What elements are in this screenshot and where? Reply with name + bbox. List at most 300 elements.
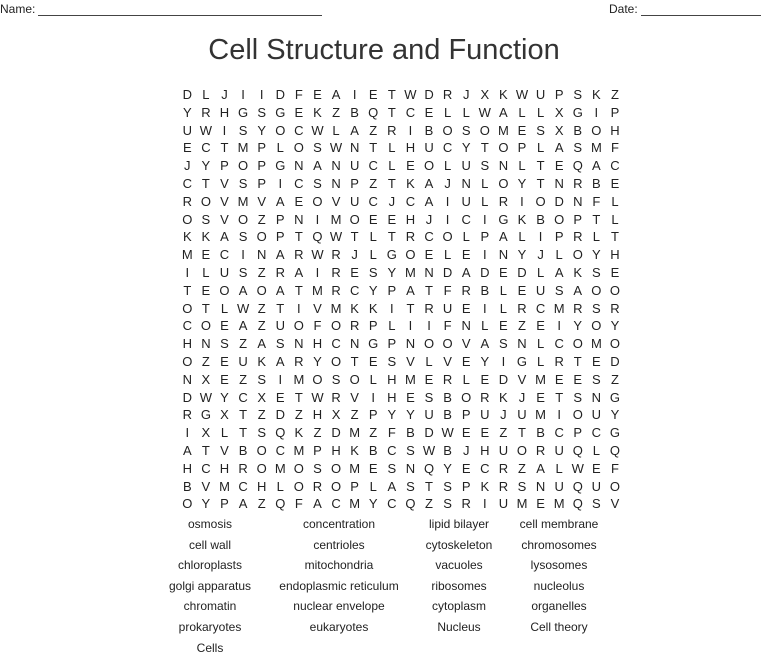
grid-letter[interactable]: Z (257, 211, 266, 227)
grid-letter[interactable]: Y (313, 353, 322, 369)
grid-letter[interactable]: I (222, 122, 227, 138)
grid-letter[interactable]: I (594, 104, 599, 120)
grid-letter[interactable]: B (238, 442, 248, 458)
grid-letter[interactable]: Z (332, 104, 341, 120)
grid-letter[interactable]: Q (275, 496, 286, 512)
grid-letter[interactable]: E (480, 371, 490, 387)
grid-letter[interactable]: E (424, 247, 434, 263)
grid-letter[interactable]: P (480, 229, 490, 245)
grid-letter[interactable]: R (573, 229, 583, 245)
grid-letter[interactable]: S (480, 158, 490, 174)
grid-letter[interactable]: S (331, 371, 341, 387)
grid-letter[interactable]: E (313, 87, 322, 102)
grid-letter[interactable]: R (610, 300, 620, 316)
grid-letter[interactable]: Y (387, 264, 397, 280)
grid-letter[interactable]: E (554, 371, 564, 387)
grid-letter[interactable]: O (554, 211, 565, 227)
grid-letter[interactable]: V (220, 193, 229, 209)
grid-letter[interactable]: R (294, 247, 304, 263)
grid-letter[interactable]: O (609, 282, 621, 298)
grid-letter[interactable]: E (294, 193, 304, 209)
grid-letter[interactable]: C (480, 460, 490, 476)
grid-letter[interactable]: M (590, 336, 602, 352)
grid-letter[interactable]: S (443, 478, 452, 494)
name-field[interactable] (0, 2, 322, 16)
grid-letter[interactable]: A (536, 460, 545, 476)
grid-letter[interactable]: P (350, 478, 359, 494)
grid-letter[interactable]: G (572, 104, 583, 120)
grid-letter[interactable]: T (406, 300, 415, 316)
grid-letter[interactable]: S (536, 122, 545, 138)
grid-letter[interactable]: I (538, 229, 543, 245)
grid-letter[interactable]: Z (239, 371, 248, 387)
grid-letter[interactable]: T (294, 229, 303, 245)
grid-letter[interactable]: C (182, 175, 192, 191)
grid-letter[interactable]: Q (572, 496, 583, 512)
grid-letter[interactable]: U (517, 407, 527, 423)
grid-letter[interactable]: K (368, 300, 378, 316)
grid-letter[interactable]: I (315, 211, 320, 227)
grid-letter[interactable]: J (500, 407, 507, 423)
grid-letter[interactable]: B (573, 122, 583, 138)
grid-letter[interactable]: S (573, 140, 583, 156)
grid-letter[interactable]: C (387, 496, 397, 512)
grid-letter[interactable]: T (201, 300, 210, 316)
grid-letter[interactable]: I (371, 389, 376, 405)
grid-letter[interactable]: Z (518, 318, 526, 334)
grid-letter[interactable]: E (610, 264, 620, 280)
grid-letter[interactable]: L (369, 247, 377, 263)
grid-letter[interactable]: N (201, 336, 211, 352)
grid-letter[interactable]: P (313, 442, 322, 458)
grid-letter[interactable]: H (405, 211, 416, 227)
grid-letter[interactable]: L (592, 442, 600, 458)
grid-letter[interactable]: P (368, 318, 378, 334)
grid-letter[interactable]: O (275, 122, 286, 138)
grid-letter[interactable]: R (331, 247, 341, 263)
grid-letter[interactable]: K (257, 353, 266, 369)
grid-letter[interactable]: L (202, 264, 210, 280)
grid-letter[interactable]: C (368, 193, 378, 209)
grid-letter[interactable]: P (275, 229, 285, 245)
grid-letter[interactable]: L (443, 158, 452, 174)
grid-letter[interactable]: L (481, 175, 489, 191)
grid-letter[interactable]: Y (573, 318, 583, 334)
grid-letter[interactable]: A (313, 496, 322, 512)
grid-letter[interactable]: Z (369, 425, 378, 441)
grid-letter[interactable]: A (294, 264, 304, 280)
grid-letter[interactable]: E (517, 282, 527, 298)
grid-letter[interactable]: V (406, 353, 415, 369)
grid-letter[interactable]: D (610, 353, 620, 369)
grid-letter[interactable]: K (592, 87, 601, 102)
grid-letter[interactable]: T (276, 300, 285, 316)
grid-letter[interactable]: C (182, 318, 192, 334)
grid-letter[interactable]: I (482, 247, 487, 263)
grid-letter[interactable]: U (498, 442, 509, 458)
grid-letter[interactable]: J (462, 442, 470, 458)
grid-letter[interactable]: D (424, 87, 434, 102)
grid-letter[interactable]: O (256, 229, 267, 245)
grid-letter[interactable]: R (331, 264, 341, 280)
grid-letter[interactable]: Z (257, 407, 266, 423)
grid-letter[interactable]: L (462, 229, 470, 245)
grid-letter[interactable]: Y (610, 407, 620, 423)
grid-letter[interactable]: K (573, 264, 583, 280)
grid-letter[interactable]: W (311, 122, 324, 138)
grid-letter[interactable]: B (536, 425, 545, 441)
grid-letter[interactable]: A (257, 336, 266, 352)
grid-letter[interactable]: N (461, 175, 471, 191)
grid-letter[interactable]: V (517, 371, 527, 387)
grid-letter[interactable]: X (257, 389, 266, 405)
grid-letter[interactable]: S (220, 336, 229, 352)
grid-letter[interactable]: P (368, 407, 378, 423)
grid-letter[interactable]: O (442, 122, 453, 138)
grid-letter[interactable]: M (181, 247, 193, 263)
grid-letter[interactable]: O (238, 211, 249, 227)
grid-letter[interactable]: I (408, 122, 413, 138)
grid-letter[interactable]: H (256, 478, 267, 494)
grid-letter[interactable]: L (388, 140, 396, 156)
grid-letter[interactable]: M (349, 460, 361, 476)
date-blank-line[interactable] (641, 4, 761, 16)
grid-letter[interactable]: O (498, 175, 509, 191)
grid-letter[interactable]: E (461, 247, 471, 263)
grid-letter[interactable]: Z (369, 175, 378, 191)
grid-letter[interactable]: R (573, 175, 583, 191)
grid-letter[interactable]: L (555, 460, 563, 476)
grid-letter[interactable]: W (571, 460, 584, 476)
grid-letter[interactable]: F (443, 318, 452, 334)
grid-letter[interactable]: E (592, 353, 601, 369)
grid-letter[interactable]: T (555, 389, 564, 405)
grid-letter[interactable]: N (256, 247, 267, 263)
grid-letter[interactable]: P (275, 211, 285, 227)
grid-letter[interactable]: T (592, 211, 601, 227)
grid-letter[interactable]: Z (239, 336, 248, 352)
grid-letter[interactable]: Z (518, 460, 526, 476)
grid-letter[interactable]: X (554, 104, 564, 120)
grid-letter[interactable]: U (219, 264, 230, 280)
grid-letter[interactable]: L (425, 353, 433, 369)
grid-letter[interactable]: F (294, 496, 303, 512)
grid-letter[interactable]: V (350, 389, 359, 405)
grid-letter[interactable]: L (611, 193, 619, 209)
grid-letter[interactable]: G (386, 247, 397, 263)
grid-letter[interactable]: N (349, 336, 360, 352)
grid-letter[interactable]: E (461, 425, 471, 441)
grid-letter[interactable]: Y (517, 175, 527, 191)
grid-letter[interactable]: U (554, 478, 564, 494)
grid-letter[interactable]: L (443, 247, 452, 263)
grid-letter[interactable]: R (442, 87, 453, 102)
grid-letter[interactable]: C (368, 158, 378, 174)
grid-letter[interactable]: C (238, 478, 248, 494)
grid-letter[interactable]: W (329, 140, 343, 156)
grid-letter[interactable]: L (611, 211, 619, 227)
grid-letter[interactable]: S (238, 122, 248, 138)
grid-letter[interactable]: I (427, 318, 431, 334)
grid-letter[interactable]: C (424, 229, 434, 245)
grid-letter[interactable]: O (442, 229, 453, 245)
grid-letter[interactable]: T (480, 140, 489, 156)
grid-letter[interactable]: R (517, 300, 527, 316)
grid-letter[interactable]: E (387, 211, 397, 227)
grid-letter[interactable]: Q (405, 496, 416, 512)
grid-letter[interactable]: M (553, 496, 565, 512)
grid-letter[interactable]: I (482, 496, 487, 512)
grid-letter[interactable]: J (518, 389, 526, 405)
grid-letter[interactable]: O (312, 193, 323, 209)
grid-letter[interactable]: M (312, 282, 323, 298)
grid-letter[interactable]: Y (387, 407, 397, 423)
grid-letter[interactable]: L (536, 336, 545, 352)
grid-letter[interactable]: A (182, 442, 192, 458)
grid-letter[interactable]: D (498, 371, 509, 387)
grid-letter[interactable]: J (537, 247, 544, 263)
grid-letter[interactable]: G (516, 353, 528, 369)
grid-letter[interactable]: R (405, 229, 416, 245)
grid-letter[interactable]: F (387, 425, 396, 441)
grid-letter[interactable]: I (482, 211, 487, 227)
grid-letter[interactable]: T (350, 229, 359, 245)
grid-letter[interactable]: X (201, 371, 211, 387)
grid-letter[interactable]: W (515, 87, 529, 102)
grid-letter[interactable]: I (259, 87, 264, 102)
grid-letter[interactable]: L (481, 318, 489, 334)
grid-letter[interactable]: V (201, 478, 211, 494)
grid-letter[interactable]: N (591, 389, 602, 405)
grid-letter[interactable]: L (332, 122, 340, 138)
grid-letter[interactable]: H (331, 442, 341, 458)
grid-letter[interactable]: S (592, 264, 601, 280)
grid-letter[interactable]: Q (572, 442, 583, 458)
grid-letter[interactable]: P (610, 104, 620, 120)
grid-letter[interactable]: O (330, 318, 342, 334)
grid-letter[interactable]: R (573, 300, 583, 316)
grid-letter[interactable]: R (182, 193, 192, 209)
grid-letter[interactable]: M (219, 478, 230, 494)
grid-letter[interactable]: W (404, 87, 417, 102)
grid-letter[interactable]: R (498, 193, 509, 209)
grid-letter[interactable]: B (443, 407, 452, 423)
grid-letter[interactable]: P (350, 175, 359, 191)
grid-letter[interactable]: I (390, 300, 394, 316)
grid-letter[interactable]: S (238, 229, 248, 245)
grid-letter[interactable]: V (443, 353, 452, 369)
grid-letter[interactable]: B (350, 104, 359, 120)
grid-letter[interactable]: L (369, 478, 377, 494)
grid-letter[interactable]: M (237, 193, 249, 209)
grid-letter[interactable]: O (591, 122, 602, 138)
grid-letter[interactable]: H (182, 460, 192, 476)
grid-letter[interactable]: E (517, 122, 527, 138)
grid-letter[interactable]: K (182, 229, 192, 245)
grid-letter[interactable]: D (331, 425, 341, 441)
grid-letter[interactable]: L (592, 229, 600, 245)
grid-letter[interactable]: C (294, 122, 304, 138)
grid-letter[interactable]: S (573, 87, 583, 102)
grid-letter[interactable]: L (462, 104, 470, 120)
grid-letter[interactable]: J (462, 87, 470, 102)
grid-letter[interactable]: A (220, 229, 229, 245)
grid-letter[interactable]: Y (517, 247, 527, 263)
grid-letter[interactable]: U (349, 193, 360, 209)
grid-letter[interactable]: Y (610, 318, 620, 334)
grid-letter[interactable]: S (201, 211, 211, 227)
grid-letter[interactable]: S (238, 175, 248, 191)
grid-letter[interactable]: C (349, 282, 360, 298)
grid-letter[interactable]: Y (461, 140, 471, 156)
grid-letter[interactable]: A (238, 282, 248, 298)
grid-letter[interactable]: L (276, 140, 284, 156)
grid-letter[interactable]: F (443, 282, 452, 298)
grid-letter[interactable]: P (220, 496, 229, 512)
grid-letter[interactable]: K (294, 425, 304, 441)
grid-letter[interactable]: Q (312, 229, 323, 245)
grid-letter[interactable]: O (591, 318, 602, 334)
grid-letter[interactable]: T (350, 353, 359, 369)
grid-letter[interactable]: Z (257, 264, 266, 280)
grid-letter[interactable]: L (518, 229, 526, 245)
grid-letter[interactable]: I (278, 175, 283, 191)
grid-letter[interactable]: I (352, 87, 357, 102)
grid-letter[interactable]: S (573, 389, 583, 405)
grid-letter[interactable]: Z (499, 425, 508, 441)
grid-letter[interactable]: V (331, 193, 341, 209)
grid-letter[interactable]: Q (275, 425, 286, 441)
grid-letter[interactable]: T (536, 175, 545, 191)
grid-letter[interactable]: Y (443, 460, 452, 476)
grid-letter[interactable]: N (331, 175, 341, 191)
grid-letter[interactable]: S (499, 336, 508, 352)
grid-letter[interactable]: T (387, 87, 396, 102)
grid-letter[interactable]: V (313, 300, 322, 316)
grid-letter[interactable]: S (313, 460, 322, 476)
grid-letter[interactable]: R (238, 460, 248, 476)
grid-letter[interactable]: W (199, 389, 213, 405)
grid-letter[interactable]: V (257, 193, 266, 209)
grid-letter[interactable]: O (349, 371, 360, 387)
grid-letter[interactable]: U (349, 158, 360, 174)
grid-letter[interactable]: Z (369, 122, 378, 138)
grid-letter[interactable]: O (516, 442, 528, 458)
grid-letter[interactable]: D (182, 389, 192, 405)
grid-letter[interactable]: K (480, 478, 490, 494)
grid-letter[interactable]: O (461, 389, 472, 405)
grid-letter[interactable]: N (517, 336, 527, 352)
grid-letter[interactable]: R (312, 478, 323, 494)
grid-letter[interactable]: E (499, 264, 508, 280)
grid-letter[interactable]: Z (257, 318, 266, 334)
grid-letter[interactable]: R (294, 353, 304, 369)
grid-letter[interactable]: T (201, 442, 210, 458)
grid-letter[interactable]: E (461, 353, 471, 369)
grid-letter[interactable]: N (554, 175, 564, 191)
grid-letter[interactable]: Y (368, 282, 378, 298)
grid-letter[interactable]: A (313, 158, 322, 174)
grid-letter[interactable]: S (406, 478, 415, 494)
grid-letter[interactable]: J (351, 247, 358, 263)
grid-letter[interactable]: O (330, 353, 342, 369)
grid-letter[interactable]: E (275, 389, 285, 405)
grid-letter[interactable]: U (535, 282, 546, 298)
grid-letter[interactable]: Z (294, 407, 303, 423)
grid-letter[interactable]: Z (610, 371, 619, 387)
grid-letter[interactable]: B (480, 282, 490, 298)
grid-letter[interactable]: U (554, 442, 564, 458)
grid-letter[interactable]: E (406, 389, 415, 405)
grid-letter[interactable]: E (536, 389, 545, 405)
grid-letter[interactable]: T (220, 140, 229, 156)
grid-letter[interactable]: L (536, 264, 545, 280)
grid-letter[interactable]: M (535, 371, 546, 387)
grid-letter[interactable]: E (499, 318, 508, 334)
grid-letter[interactable]: H (387, 389, 397, 405)
grid-letter[interactable]: Y (592, 247, 601, 263)
grid-letter[interactable]: P (257, 140, 266, 156)
grid-letter[interactable]: Q (609, 442, 621, 458)
grid-letter[interactable]: E (294, 104, 304, 120)
grid-letter[interactable]: G (368, 336, 379, 352)
grid-letter[interactable]: P (461, 407, 471, 423)
grid-letter[interactable]: E (406, 158, 415, 174)
grid-letter[interactable]: I (241, 87, 245, 102)
grid-letter[interactable]: R (498, 478, 509, 494)
grid-letter[interactable]: Z (610, 87, 619, 102)
grid-letter[interactable]: A (499, 229, 508, 245)
grid-letter[interactable]: O (312, 371, 323, 387)
grid-letter[interactable]: H (182, 336, 192, 352)
grid-letter[interactable]: L (499, 282, 507, 298)
grid-letter[interactable]: E (461, 300, 471, 316)
grid-letter[interactable]: M (349, 425, 361, 441)
grid-letter[interactable]: N (498, 158, 509, 174)
grid-letter[interactable]: A (275, 282, 285, 298)
grid-letter[interactable]: Z (257, 300, 266, 316)
grid-letter[interactable]: N (294, 158, 304, 174)
grid-letter[interactable]: R (461, 282, 471, 298)
grid-letter[interactable]: M (274, 460, 286, 476)
grid-letter[interactable]: E (201, 282, 211, 298)
grid-letter[interactable]: I (501, 353, 506, 369)
grid-letter[interactable]: O (330, 460, 342, 476)
grid-letter[interactable]: R (387, 122, 397, 138)
grid-letter[interactable]: O (182, 353, 193, 369)
grid-letter[interactable]: E (220, 353, 229, 369)
grid-letter[interactable]: E (368, 211, 378, 227)
grid-letter[interactable]: A (424, 193, 434, 209)
grid-letter[interactable]: T (425, 478, 433, 494)
grid-letter[interactable]: E (368, 353, 378, 369)
grid-letter[interactable]: N (498, 247, 509, 263)
grid-letter[interactable]: O (182, 211, 193, 227)
grid-letter[interactable]: Z (313, 425, 322, 441)
grid-letter[interactable]: P (573, 211, 583, 227)
grid-letter[interactable]: X (201, 425, 211, 441)
grid-letter[interactable]: I (557, 407, 561, 423)
grid-letter[interactable]: T (294, 282, 303, 298)
grid-letter[interactable]: L (388, 318, 396, 334)
grid-letter[interactable]: G (498, 211, 509, 227)
grid-letter[interactable]: I (445, 193, 450, 209)
grid-letter[interactable]: Y (480, 353, 490, 369)
grid-letter[interactable]: A (275, 353, 285, 369)
grid-letter[interactable]: A (554, 264, 564, 280)
grid-letter[interactable]: S (592, 371, 601, 387)
grid-letter[interactable]: P (387, 336, 397, 352)
